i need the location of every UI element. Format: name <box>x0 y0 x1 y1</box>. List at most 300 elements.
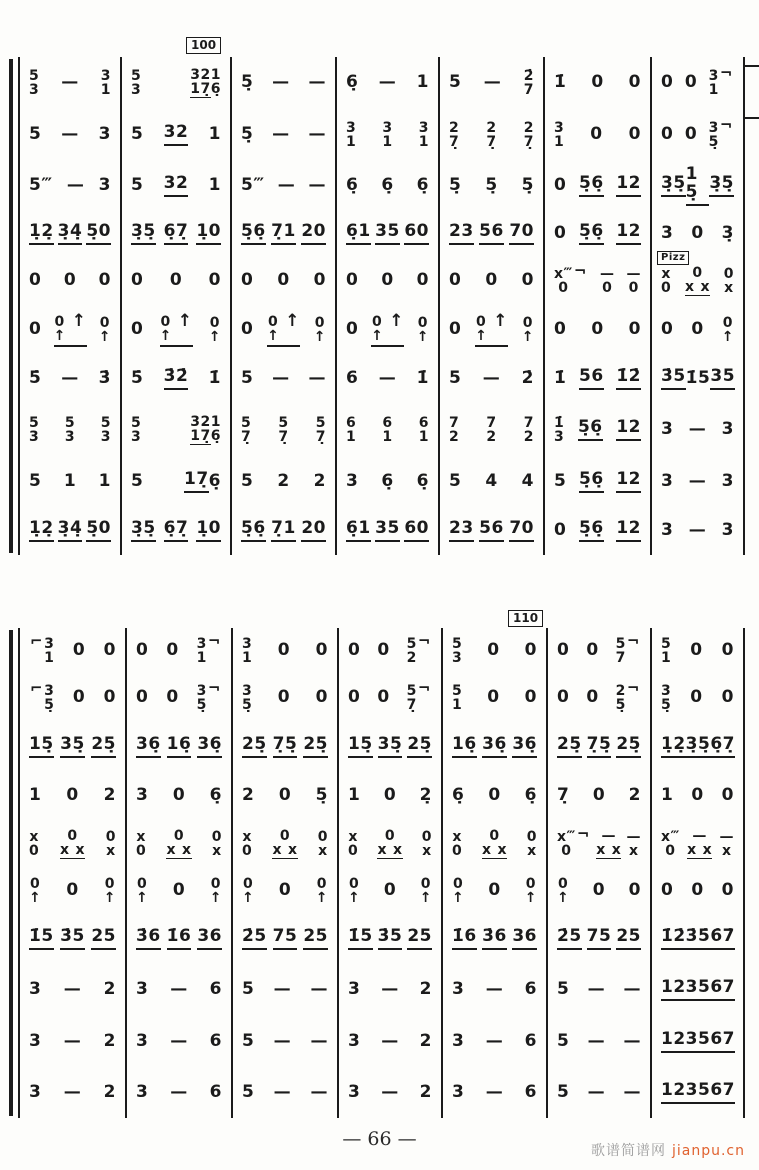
note-token: 6 <box>524 1082 537 1103</box>
note-token: 0 ↑ <box>209 876 222 906</box>
note-token: 3 <box>721 520 734 541</box>
note-token: 12 <box>616 471 641 493</box>
note-token: — <box>623 979 641 1000</box>
note-token: — <box>273 1082 292 1103</box>
note-token: 0 <box>554 319 567 340</box>
note-token: 25 <box>407 928 432 950</box>
note-token: 0 <box>628 880 641 901</box>
measure-cell <box>443 820 548 868</box>
note-token: 5 1 <box>452 683 463 713</box>
measure-cell <box>545 257 652 305</box>
measure-cell <box>337 211 440 257</box>
score-row <box>18 1016 745 1068</box>
measure-cell <box>443 628 548 674</box>
measure-cell <box>233 1016 339 1068</box>
note-token: 3̇6 <box>482 928 507 950</box>
note-token: 0 <box>684 124 698 145</box>
note-token: 0 <box>661 72 674 93</box>
note-token: 35 <box>686 979 711 1001</box>
note-token: 0 <box>169 270 183 291</box>
measure-cell <box>122 211 232 257</box>
note-token: 0 <box>277 640 291 661</box>
note-token: 0 ↑ ↑ <box>475 313 508 347</box>
note-token: 5 3 <box>131 68 142 98</box>
note-token: 0 ↑ <box>452 876 465 906</box>
note-token: 36̣ <box>136 736 161 758</box>
note-token: 5̣6̣ <box>578 419 603 441</box>
note-token: 1̣0 <box>196 223 221 245</box>
note-token: 67 <box>710 1031 735 1053</box>
watermark-link[interactable]: jianpu.cn <box>671 1143 745 1159</box>
note-token: 5 <box>557 1082 570 1103</box>
note-token: 12 <box>661 1031 686 1053</box>
note-token: 5̇ <box>29 368 42 389</box>
note-token: 5 3 <box>64 415 76 445</box>
measure-cell <box>548 964 652 1016</box>
note-token: 2 <box>103 1082 116 1103</box>
measure-cell <box>443 914 548 964</box>
note-token: 23 <box>449 223 474 245</box>
score-row <box>18 772 745 820</box>
note-token: 3 <box>136 785 149 806</box>
note-token: 5 <box>242 979 255 1000</box>
note-token: 7̣1 <box>271 520 296 542</box>
note-token: 3 1 <box>382 120 393 150</box>
note-token: 0 <box>136 640 149 661</box>
measure-cell <box>232 403 337 457</box>
note-token: 0 <box>66 880 79 901</box>
note-token: 6̣1 <box>346 223 371 245</box>
note-token: 0 <box>449 319 462 340</box>
measure-cell <box>18 914 127 964</box>
note-token: x 0 <box>661 266 672 296</box>
note-token: 3 <box>452 1082 465 1103</box>
score-row <box>18 355 745 403</box>
measure-cell <box>233 964 339 1016</box>
note-token: — <box>688 471 707 492</box>
note-token: 6̣7̣ <box>710 736 735 758</box>
note-token: 0 <box>592 785 606 806</box>
note-token: 0 x <box>723 266 734 296</box>
measure-cell <box>443 772 548 820</box>
measure-cell <box>652 355 745 403</box>
note-token: 3 <box>721 419 734 440</box>
measure-cell <box>652 772 745 820</box>
measure-cell <box>233 868 339 914</box>
note-token: x 0 <box>348 829 359 859</box>
measure-cell <box>233 1068 339 1118</box>
page-number: — 66 — <box>342 1128 417 1150</box>
note-token: 3 5̣ ¬ <box>196 679 221 713</box>
note-token: 5̣ <box>521 175 534 196</box>
note-token: 5̣ <box>241 124 254 145</box>
note-token: 0 ↑ <box>29 876 42 906</box>
score-row <box>18 161 745 211</box>
note-token: — x x <box>687 827 713 858</box>
note-token: — <box>310 1082 328 1103</box>
note-token: 2̇5 <box>557 928 582 950</box>
note-token: — <box>273 979 292 1000</box>
note-token: 0 ↑ ↑ <box>371 313 404 347</box>
note-token: 0 ↑ <box>136 876 149 906</box>
note-token: 0 <box>313 270 326 291</box>
note-token: 36̣ <box>512 736 537 758</box>
measure-cell <box>548 674 652 722</box>
note-token: 3̇5 <box>60 928 85 950</box>
note-token: — <box>277 175 296 196</box>
note-token: 0 <box>690 687 703 708</box>
measure-cell <box>440 161 545 211</box>
measure-cell <box>652 628 745 674</box>
note-token: 0 <box>591 72 604 93</box>
note-token: 1̇5 <box>348 928 373 950</box>
note-token: 0 x x <box>272 827 298 858</box>
note-token: 23 <box>449 520 474 542</box>
note-token: 0 <box>315 640 328 661</box>
measure-cell <box>18 1016 127 1068</box>
measure-cell <box>440 257 545 305</box>
note-token: 35 <box>375 223 400 245</box>
note-token: 0 <box>488 880 501 901</box>
note-token: 35 <box>686 1031 711 1053</box>
note-token: 0 <box>277 270 290 291</box>
note-token: 6̣7̣ <box>164 520 189 542</box>
note-token: 6̇7̇ <box>710 928 735 950</box>
note-token: 5 3 <box>131 415 142 445</box>
note-token: 2 <box>277 471 290 492</box>
note-token: x 0 <box>29 829 40 859</box>
measure-cell <box>127 628 233 674</box>
note-token: 7 2 <box>486 415 497 445</box>
note-token: 3 <box>29 979 42 1000</box>
measure-cell <box>122 355 232 403</box>
note-token: — <box>587 1082 606 1103</box>
note-token: 2 5̣ ¬ <box>615 679 640 713</box>
note-token: 5 <box>29 124 42 145</box>
measure-cell <box>440 355 545 403</box>
note-token: — <box>485 1082 504 1103</box>
note-token: 5 3 <box>100 415 111 445</box>
note-token: 12 <box>616 175 641 197</box>
note-token: 0 <box>554 175 567 196</box>
score-row <box>18 211 745 257</box>
note-token: 0 ↑ ↑ <box>160 313 193 347</box>
score-row <box>18 1068 745 1118</box>
note-token: 1̇2̇ <box>616 368 641 390</box>
note-token: 0 <box>721 687 734 708</box>
note-token: 321 17̣6̣ <box>190 66 221 97</box>
note-token: 7 2 <box>449 415 460 445</box>
note-token: 5 3 <box>29 415 40 445</box>
note-token: x 0 <box>452 829 463 859</box>
note-token: 0 <box>592 880 606 901</box>
note-token: 0 x <box>421 829 432 859</box>
note-token: 35̣ <box>378 736 403 758</box>
note-token: 6̣1 <box>346 520 371 542</box>
note-token: 5 7̣ ¬ <box>406 679 431 713</box>
note-token: — <box>308 368 326 389</box>
measure-cell <box>339 820 443 868</box>
note-token: 1 <box>348 785 361 806</box>
note-token: 1̇2̇ <box>661 928 686 950</box>
measure-cell <box>232 305 337 355</box>
measure-cell <box>232 257 337 305</box>
note-token: x 0 <box>136 829 147 859</box>
note-token: 0 <box>383 880 397 901</box>
note-token: — <box>381 1031 399 1052</box>
note-token: 15̣ <box>686 166 710 206</box>
note-token: 15̣ <box>348 736 373 758</box>
watermark[interactable] <box>591 1140 745 1160</box>
note-token: 2 <box>313 471 326 492</box>
note-token: 1̇ <box>416 368 429 389</box>
note-token: 5‴ <box>241 175 265 196</box>
note-token: 3 <box>98 175 111 196</box>
note-token: — <box>63 1082 82 1103</box>
note-token: — x <box>626 829 641 859</box>
note-token: 75 <box>587 928 612 950</box>
note-token: 7̣ <box>557 785 570 806</box>
measure-cell <box>652 161 745 211</box>
measure-cell <box>232 507 337 555</box>
note-token: — <box>485 1031 504 1052</box>
measure-cell <box>18 722 127 772</box>
note-token: 60 <box>404 223 429 245</box>
note-token: 5̣0 <box>86 223 111 245</box>
measure-cell <box>652 457 745 507</box>
note-token: 5 2 ¬ <box>406 632 431 666</box>
note-token: 0 <box>690 640 703 661</box>
note-token: 0 <box>278 880 292 901</box>
note-token: 3 <box>136 1082 149 1103</box>
measure-cell <box>18 109 122 161</box>
measure-cell <box>545 161 652 211</box>
note-token: 35 <box>375 520 400 542</box>
note-token: 3 <box>452 979 465 1000</box>
measure-cell <box>339 722 443 772</box>
note-token: 0 <box>346 270 359 291</box>
measure-cell <box>548 1068 652 1118</box>
note-token: 0 ↑ <box>524 876 537 906</box>
measure-cell <box>233 674 339 722</box>
note-token: 5 <box>131 471 144 492</box>
note-token: 3 1 <box>100 68 111 98</box>
measure-cell <box>18 457 122 507</box>
note-token: 3 <box>136 979 149 1000</box>
note-token: 25̣ <box>303 736 328 758</box>
note-token: 0 <box>131 270 144 291</box>
note-token: 67 <box>710 1082 735 1104</box>
note-token: 0 x <box>211 829 222 859</box>
note-token: 0 <box>691 785 704 806</box>
note-token: 6 <box>209 1082 222 1103</box>
measure-cell <box>337 161 440 211</box>
note-token: 0 <box>98 270 111 291</box>
system-brace <box>9 630 13 1116</box>
note-token: 0 <box>72 687 86 708</box>
note-token: 0 ↑ <box>416 315 429 345</box>
measure-cell <box>440 403 545 457</box>
note-token: — <box>308 72 326 93</box>
note-token: 75 <box>273 928 298 950</box>
note-token: 3 <box>348 1082 361 1103</box>
note-token: 6̣ <box>416 175 429 196</box>
note-token: 12 <box>616 419 641 441</box>
measure-cell <box>339 914 443 964</box>
note-token: x 0 <box>242 829 253 859</box>
note-token: 35̣ <box>60 736 85 758</box>
measure-cell <box>232 211 337 257</box>
note-token: 25̣ <box>91 736 116 758</box>
note-token: 0 ↑ <box>721 315 734 345</box>
note-token: 6 <box>346 368 359 389</box>
note-token: ⌐ 3 1 <box>30 632 55 666</box>
note-token: — 0 <box>599 266 615 296</box>
note-token: 0 <box>524 687 537 708</box>
rehearsal-mark-110: 110 <box>508 610 543 627</box>
note-token: 15̣ <box>29 736 54 758</box>
note-token: 3 <box>661 520 674 541</box>
note-token: 5 3 <box>29 68 40 98</box>
measure-cell <box>127 964 233 1016</box>
score-row <box>18 305 745 355</box>
note-token: — <box>272 124 290 145</box>
measure-cell <box>18 403 122 457</box>
note-token: 4 <box>521 471 534 492</box>
score-row <box>18 403 745 457</box>
note-token: 1̣2̣ <box>29 520 54 542</box>
note-token: — <box>378 368 397 389</box>
note-token: 0 <box>278 785 292 806</box>
note-token: 6 1 <box>382 415 393 445</box>
note-token: 3̣5̣ <box>709 175 734 197</box>
note-token: — <box>310 1031 328 1052</box>
note-token: 0 <box>554 520 567 541</box>
measure-cell <box>122 507 232 555</box>
note-token: 6 1 <box>418 415 429 445</box>
note-token: 5 <box>29 471 42 492</box>
measure-cell <box>18 628 127 674</box>
note-token: 5 <box>241 471 254 492</box>
measure-cell <box>652 1068 745 1118</box>
note-token: — <box>381 979 399 1000</box>
measure-cell <box>443 722 548 772</box>
measure-cell <box>339 964 443 1016</box>
note-token: — <box>688 419 707 440</box>
note-token: 0 <box>29 270 42 291</box>
note-token: 5 7̣ <box>278 415 289 445</box>
note-token: 5 <box>449 72 462 93</box>
measure-cell <box>545 507 652 555</box>
note-token: 5 <box>449 368 462 389</box>
note-token: 0 <box>103 640 116 661</box>
note-token: 5̣ <box>241 72 254 93</box>
measure-cell <box>127 1016 233 1068</box>
note-token: 3 5̣ <box>661 683 672 713</box>
note-token: 0 <box>172 880 186 901</box>
measure-cell <box>548 1016 652 1068</box>
note-token: 36̣ <box>197 736 222 758</box>
measure-cell <box>18 820 127 868</box>
note-token: 7̣5̣ <box>587 736 612 758</box>
measure-cell <box>127 820 233 868</box>
note-token: 16̣ <box>167 736 192 758</box>
note-token: 0 ↑ <box>521 315 534 345</box>
note-token: 0 ↑ ↑ <box>54 313 87 347</box>
note-token: 2 <box>419 979 432 1000</box>
note-token: 6 <box>524 979 537 1000</box>
measure-cell <box>337 507 440 555</box>
measure-cell <box>548 914 652 964</box>
note-token: 5 <box>242 1031 255 1052</box>
note-token: 0 x x <box>377 827 403 858</box>
note-token: 0 x x <box>481 827 508 858</box>
measure-cell <box>440 109 545 161</box>
note-token: 2 7̣ <box>523 120 534 150</box>
note-token: 5 <box>554 471 567 492</box>
note-token: x‴ 0 <box>661 829 680 859</box>
note-token: — <box>623 1031 641 1052</box>
measure-cell <box>339 674 443 722</box>
measure-cell <box>233 914 339 964</box>
note-token: — x x <box>596 827 622 858</box>
note-token: — <box>272 368 290 389</box>
note-token: 32 <box>164 175 189 197</box>
note-token: 2̣ <box>419 785 432 806</box>
measure-cell <box>652 868 745 914</box>
measure-cell <box>443 674 548 722</box>
note-token: 0 <box>166 640 179 661</box>
note-token: 5 <box>557 1031 570 1052</box>
note-token: 6̣7̣ <box>164 223 189 245</box>
note-token: 0 x x <box>684 264 711 295</box>
note-token: 2̇ <box>521 368 534 389</box>
note-token: 0 ↑ <box>315 876 328 906</box>
note-token: 0 <box>66 785 79 806</box>
measure-cell <box>652 109 745 161</box>
note-token: 36̣ <box>482 736 507 758</box>
measure-cell <box>18 57 122 109</box>
measure-cell <box>339 628 443 674</box>
note-token: 0 <box>628 72 641 93</box>
note-token: 25 <box>616 928 641 950</box>
note-token: 6 <box>209 979 222 1000</box>
note-token: — <box>170 1082 188 1103</box>
note-token: 0 <box>485 270 498 291</box>
note-token: 0 <box>346 319 359 340</box>
measure-cell <box>440 305 545 355</box>
note-token: 3̣5̣ <box>661 175 686 197</box>
note-token: 5 <box>242 1082 255 1103</box>
measure-cell <box>122 161 232 211</box>
note-token: 6̣ <box>381 471 394 492</box>
note-token: 0 <box>131 319 144 340</box>
measure-cell <box>443 868 548 914</box>
note-token: 3̇5̇ <box>686 928 711 950</box>
note-token: 5 1 <box>661 636 672 666</box>
note-token: 0 <box>628 319 641 340</box>
note-token: 12 <box>661 979 686 1001</box>
note-token: 16̣ <box>452 736 477 758</box>
note-token: 5̣6̣ <box>579 175 604 197</box>
note-token: 0 <box>136 687 149 708</box>
note-token: 7̣5̣ <box>273 736 298 758</box>
measure-cell <box>337 109 440 161</box>
note-token: 3̇6 <box>136 928 161 950</box>
measure-cell <box>652 722 745 772</box>
score-row <box>18 868 745 914</box>
note-token: — <box>66 175 85 196</box>
